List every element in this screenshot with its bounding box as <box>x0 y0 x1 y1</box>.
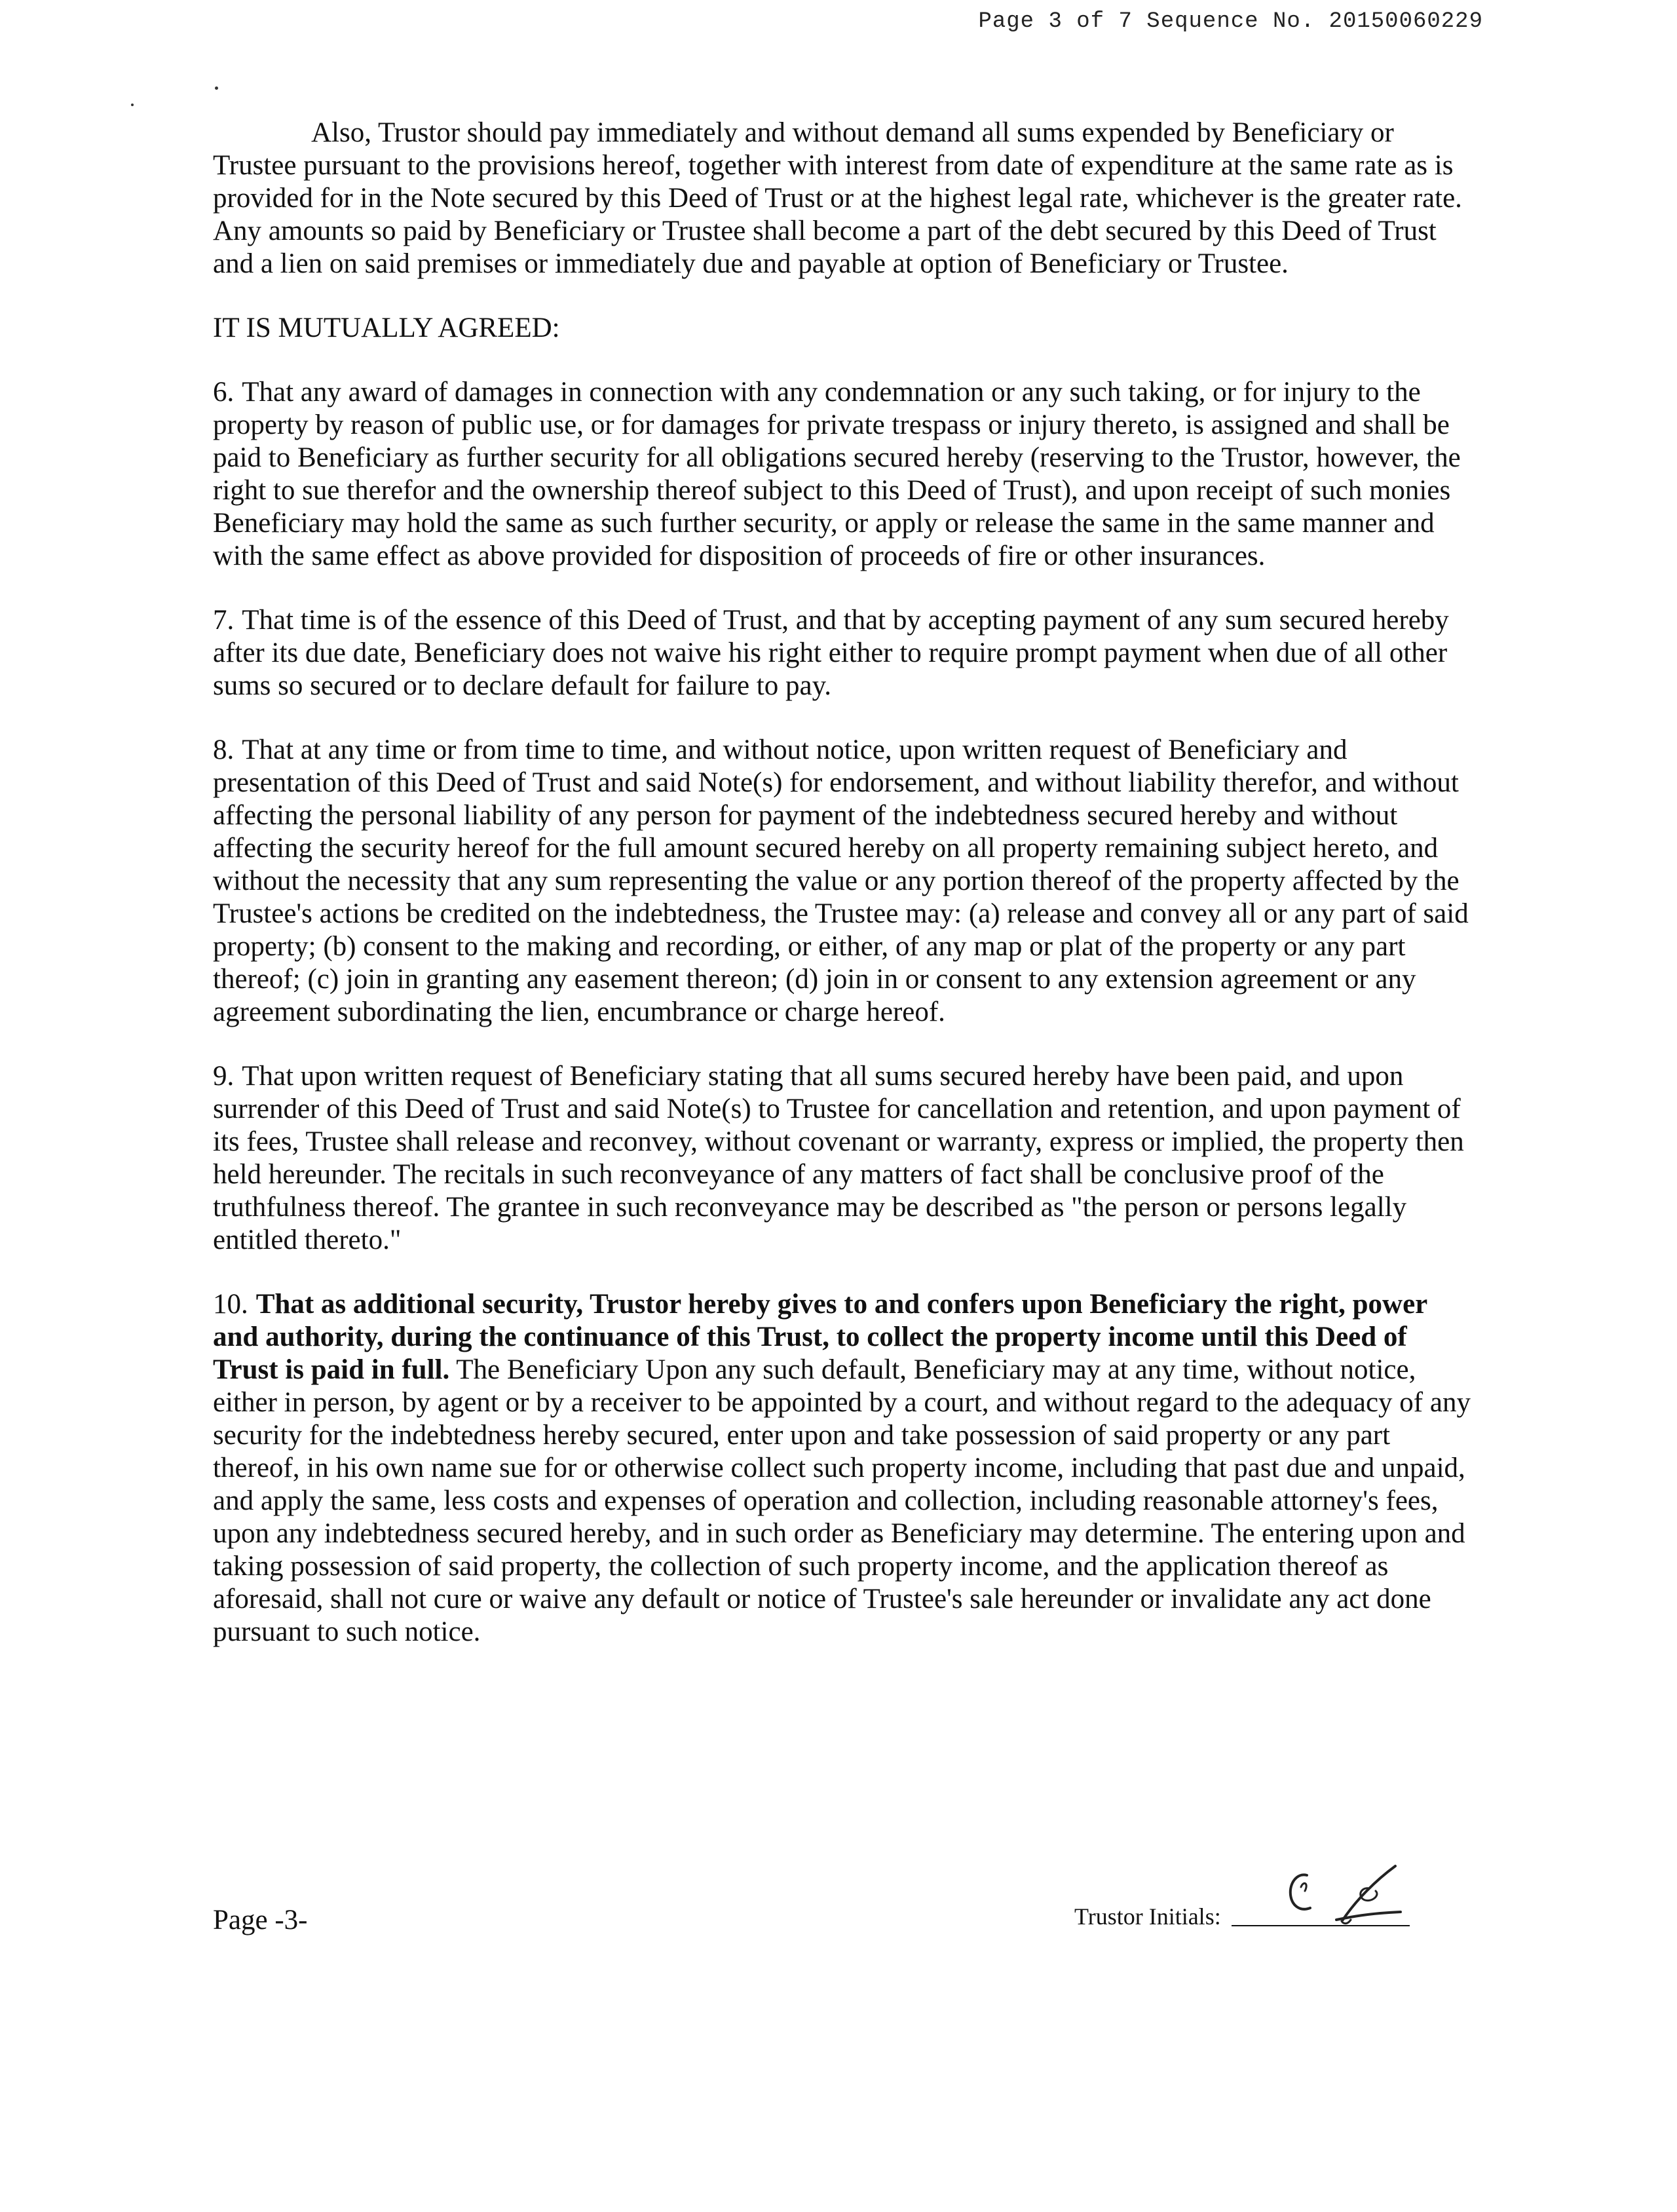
initials-block <box>1074 1861 1415 1939</box>
paragraph-8 <box>213 734 1474 1029</box>
initials-label: Trustor Initials: <box>1074 1903 1221 1930</box>
paragraph-number: 6. <box>213 377 235 408</box>
paragraph-number: 10. <box>213 1289 248 1320</box>
paragraph-number: 7. <box>213 605 235 636</box>
paragraph-text: That any award of damages in connection with any condemnation or any such taking, or for injury to the property by reason of public use, or for damages for private trespass or injury thereto, is assigned and shall be paid to Beneficiary as further security for all obligations secured hereby (reserving to the Trustor, however, the right to sue therefor and the ownership thereof subject to this Deed of Trust), and upon receipt of such monies Beneficiary may hold the same as such further security, or apply or release the same in the same manner and with the same effect as above provided for disposition of proceeds of fire or other insurances. <box>213 377 1461 571</box>
document-body <box>213 117 1474 1680</box>
paragraph-text: That time is of the essence of this Deed of Trust, and that by accepting payment of any sum secured hereby after its due date, Beneficiary does not waive his right either to require prompt payment when due of all other sums so secured or to declare default for failure to pay. <box>213 605 1449 701</box>
section-heading: IT IS MUTUALLY AGREED: <box>213 313 560 343</box>
page-number: Page -3- <box>213 1905 308 1936</box>
paragraph-number: 8. <box>213 734 235 765</box>
intro-paragraph: Also, Trustor should pay immediately and without demand all sums expended by Beneficiary or Trustee pursuant to the provisions hereof, together with interest from date of expenditure at the same rate as is provided for in the Note secured by this Deed of Trust or at the highest legal rate, whichever is the greater rate. Any amounts so paid by Beneficiary or Trustee shall become a part of the debt secured by this Deed of Trust and a lien on said premises or immediately due and payable at option of Beneficiary or Trustee. <box>213 117 1462 279</box>
paragraph-10 <box>213 1288 1474 1649</box>
paragraph-number: 9. <box>213 1061 235 1092</box>
paragraph-text: That at any time or from time to time, and without notice, upon written request of Beneficiary and presentation of this Deed of Trust and said Note(s) for endorsement, and without liability therefor, and without affecting the personal liability of any person for payment of the indebtedness secured hereby and without affecting the security hereof for the full amount secured hereby on all property remaining subject hereto, and without the necessity that any sum representing the value or any portion thereof of the property affected by the Trustee's actions be credited on the indebtedness, the Trustee may: (a) release and convey all or any part of said property; (b) consent to the making and recording, or either, of any map or plat of the property or any part thereof; (c) join in granting any easement thereon; (d) join in or consent to any extension agreement or any agreement subordinating the lien, encumbrance or charge hereof. <box>213 734 1469 1027</box>
paragraph-6 <box>213 376 1474 573</box>
scan-speck <box>131 104 134 106</box>
scan-speck <box>215 86 218 90</box>
paragraph-7 <box>213 604 1474 702</box>
paragraph-text: That upon written request of Beneficiary stating that all sums secured hereby have been paid, and upon surrender of this Deed of Trust and said Note(s) to Trustee for cancellation and retention, and upon payment of its fees, Trustee shall release and reconvey, without covenant or warranty, express or implied, the property then held hereunder. The recitals in such reconveyance of any matters of fact shall be conclusive proof of the truthfulness thereof. The grantee in such reconveyance may be described as "the person or persons legally entitled thereto." <box>213 1061 1464 1255</box>
handwritten-initials <box>1271 1861 1408 1933</box>
paragraph-bold-text: That as additional security, Trustor hereby gives to and confers upon Beneficiary the right, power and authority, during the continuance of this Trust, to collect the property income until this Deed of Trust is paid in full. <box>213 1289 1427 1385</box>
page-header: Page 3 of 7 Sequence No. 20150060229 <box>978 9 1483 34</box>
paragraph-9 <box>213 1060 1474 1257</box>
paragraph-text: The Beneficiary Upon any such default, Beneficiary may at any time, without notice, either in person, by agent or by a receiver to be appointed by a court, and without regard to the adequacy of any security for the indebtedness hereby secured, enter upon and take possession of said property or any part thereof, in his own name sue for or otherwise collect such property income, including that past due and unpaid, and apply the same, less costs and expenses of operation and collection, including reasonable attorney's fees, upon any indebtedness secured hereby, and in such order as Beneficiary may determine. The entering upon and taking possession of said property, the collection of such property income, and the application thereof as aforesaid, shall not cure or waive any default or notice of Trustee's sale hereunder or invalidate any act done pursuant to such notice. <box>213 1354 1471 1647</box>
